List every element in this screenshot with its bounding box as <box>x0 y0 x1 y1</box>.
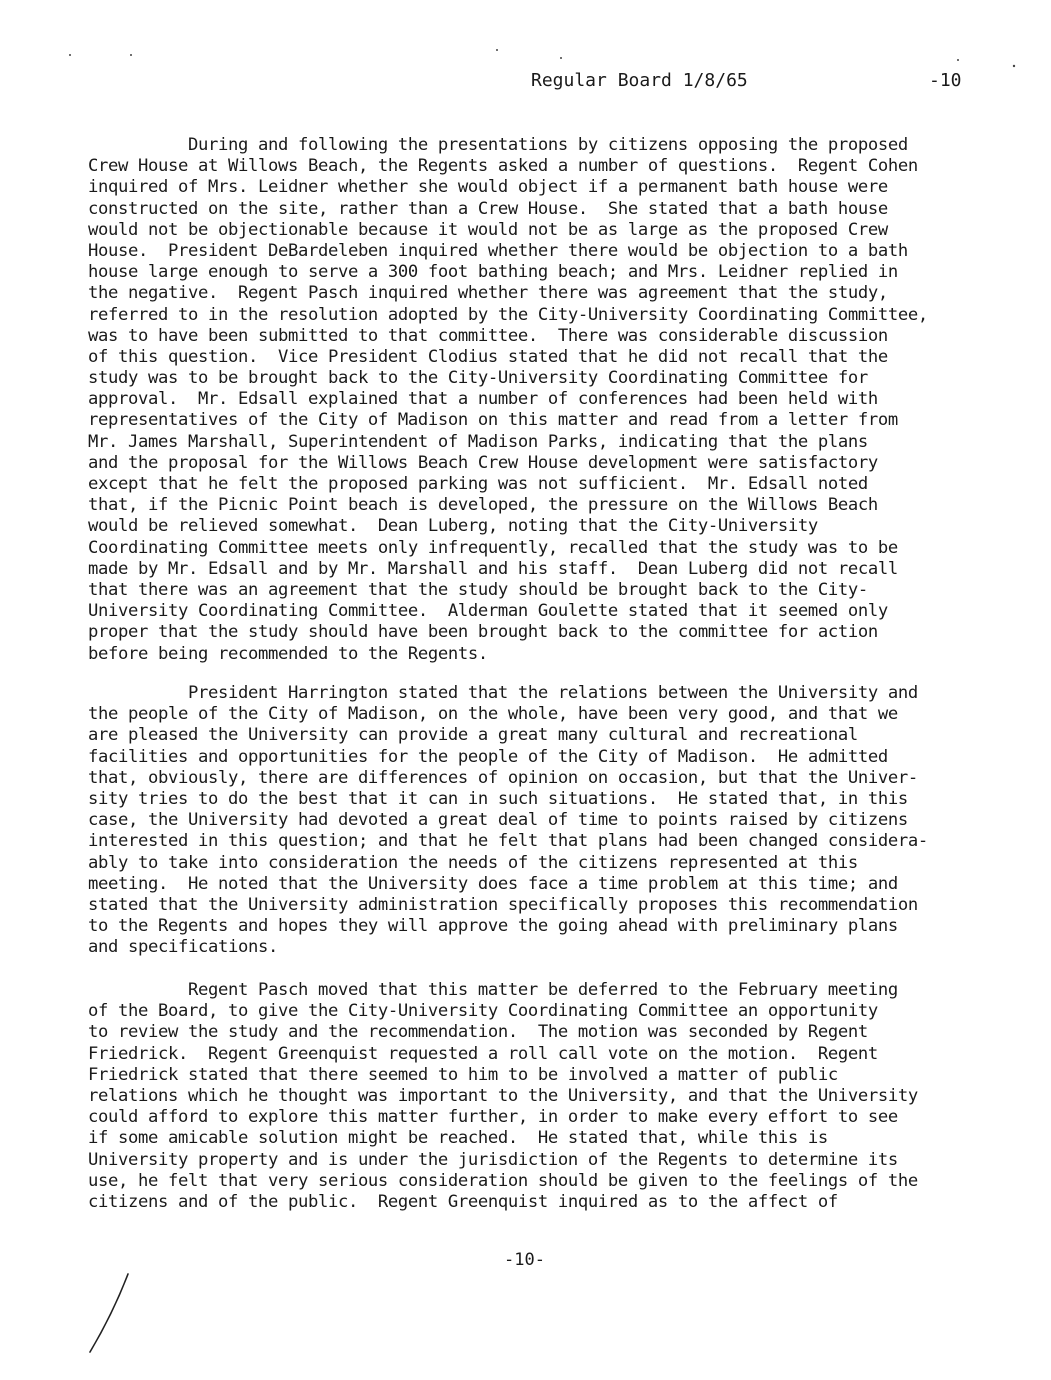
text-line: that, if the Picnic Point beach is developed, the pressure on the Willows Beach <box>88 495 878 516</box>
text-line: referred to in the resolution adopted by the City-University Coordinating Committee, <box>88 304 928 325</box>
header-page-reference: -10 <box>929 70 962 91</box>
text-line: proper that the study should have been brought back to the committee for action <box>88 622 878 643</box>
paragraph-1 <box>88 135 988 665</box>
text-line: Crew House at Willows Beach, the Regents asked a number of questions. Regent Cohen <box>88 156 918 177</box>
text-line: meeting. He noted that the University does face a time problem at this time; and <box>88 873 898 894</box>
text-line: interested in this question; and that he felt that plans had been changed considera- <box>88 831 928 852</box>
text-line: and the proposal for the Willows Beach Crew House development were satisfactory <box>88 452 878 473</box>
text-line: Mr. James Marshall, Superintendent of Madison Parks, indicating that the plans <box>88 431 868 452</box>
text-line: approval. Mr. Edsall explained that a number of conferences had been held with <box>88 389 878 410</box>
text-line: would be relieved somewhat. Dean Luberg, noting that the City-University <box>88 516 818 537</box>
text-line: Friedrick stated that there seemed to him to be involved a matter of public <box>88 1064 838 1085</box>
text-line: of the Board, to give the City-University Coordinating Committee an opportunity <box>88 1001 878 1022</box>
text-line: of this question. Vice President Clodius stated that he did not recall that the <box>88 346 888 367</box>
text-line: made by Mr. Edsall and by Mr. Marshall and his staff. Dean Luberg did not recall <box>88 558 898 579</box>
text-line: constructed on the site, rather than a Crew House. She stated that a bath house <box>88 198 888 219</box>
text-line: sity tries to do the best that it can in such situations. He stated that, in this <box>88 788 908 809</box>
text-line: Regent Pasch moved that this matter be deferred to the February meeting <box>88 980 898 1000</box>
handwritten-slash-mark <box>80 1270 140 1360</box>
text-line: Friedrick. Regent Greenquist requested a roll call vote on the motion. Regent <box>88 1043 878 1064</box>
paragraph-3 <box>88 980 988 1213</box>
text-line: ably to take into consideration the needs of the citizens represented at this <box>88 852 858 873</box>
text-line: citizens and of the public. Regent Greenquist inquired as to the affect of <box>88 1191 838 1212</box>
text-line: to the Regents and hopes they will approve the going ahead with preliminary plans <box>88 916 898 937</box>
text-line: except that he felt the proposed parking was not sufficient. Mr. Edsall noted <box>88 474 868 494</box>
text-line: During and following the presentations by citizens opposing the proposed <box>88 135 908 155</box>
text-line: to review the study and the recommendation. The motion was seconded by Regent <box>88 1022 868 1043</box>
text-line: before being recommended to the Regents. <box>88 643 488 664</box>
text-line: relations which he thought was important to the University, and that the University <box>88 1085 918 1106</box>
text-line: the people of the City of Madison, on the whole, have been very good, and that we <box>88 704 898 725</box>
text-line: that, obviously, there are differences of opinion on occasion, but that the Univer- <box>88 767 918 788</box>
text-line: House. President DeBardeleben inquired whether there would be objection to a bath <box>88 240 908 261</box>
text-line: would not be objectionable because it would not be as large as the proposed Crew <box>88 219 888 240</box>
text-line: house large enough to serve a 300 foot bathing beach; and Mrs. Leidner replied in <box>88 262 898 283</box>
text-line: inquired of Mrs. Leidner whether she would object if a permanent bath house were <box>88 177 888 198</box>
text-line: University Coordinating Committee. Alderman Goulette stated that it seemed only <box>88 601 888 622</box>
text-line: stated that the University administration specifically proposes this recommendation <box>88 894 918 915</box>
text-line: was to have been submitted to that committee. There was considerable discussion <box>88 325 888 346</box>
text-line: the negative. Regent Pasch inquired whether there was agreement that the study, <box>88 283 888 304</box>
header-title: Regular Board 1/8/65 <box>531 70 748 91</box>
text-line: if some amicable solution might be reached. He stated that, while this is <box>88 1128 828 1149</box>
text-line: are pleased the University can provide a great many cultural and recreational <box>88 725 858 746</box>
text-line: case, the University had devoted a great deal of time to points raised by citizens <box>88 810 908 831</box>
text-line: President Harrington stated that the relations between the University and <box>88 683 918 703</box>
scan-specks <box>0 0 1051 120</box>
text-line: University property and is under the jurisdiction of the Regents to determine its <box>88 1149 898 1170</box>
text-line: use, he felt that very serious consideration should be given to the feelings of the <box>88 1170 918 1191</box>
text-line: study was to be brought back to the City-University Coordinating Committee for <box>88 368 868 389</box>
text-line: Coordinating Committee meets only infrequently, recalled that the study was to be <box>88 537 898 558</box>
paragraph-2 <box>88 683 988 958</box>
text-line: facilities and opportunities for the people of the City of Madison. He admitted <box>88 746 888 767</box>
text-line: representatives of the City of Madison on this matter and read from a letter from <box>88 410 898 431</box>
text-line: that there was an agreement that the study should be brought back to the City- <box>88 579 868 600</box>
text-line: and specifications. <box>88 937 278 958</box>
footer-page-number: -10- <box>504 1250 545 1270</box>
text-line: could afford to explore this matter further, in order to make every effort to see <box>88 1107 898 1128</box>
